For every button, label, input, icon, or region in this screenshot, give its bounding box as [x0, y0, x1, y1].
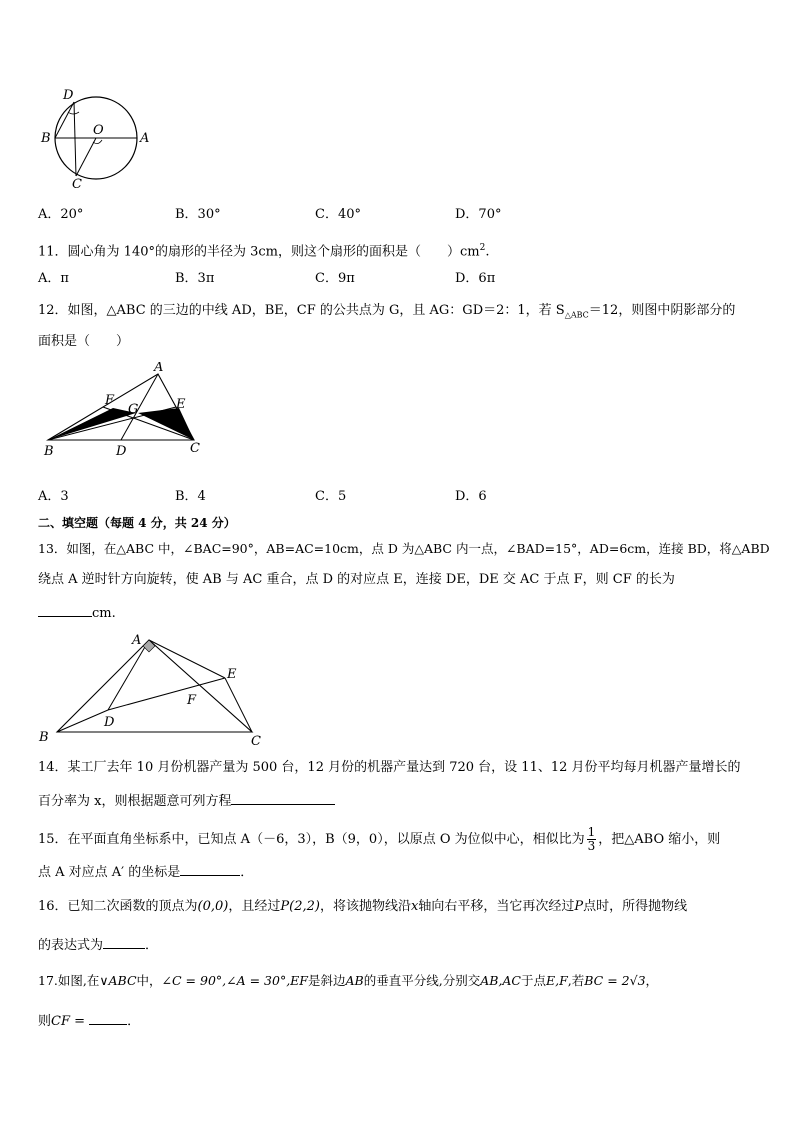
q12-label-c: C — [190, 441, 200, 456]
q12-label-d: D — [116, 444, 127, 459]
q12-option-c: C．5 — [315, 489, 347, 504]
q12-label-e: E — [176, 397, 186, 412]
q17-question-line1: 17.如图,在∨ABC中，∠C = 90°,∠A = 30°,EF是斜边AB的垂直平分线,分别交AB,AC于点E,F,若BC = 2√3， — [38, 973, 659, 988]
q12-question-line1: 12．如图，△ABC 的三边的中线 AD，BE，CF 的公共点为 G，且 AG：GD＝2：1，若 $S_{\triangle ABC}=12$，则图中阴影部分的 — [38, 303, 736, 320]
q12-question-line2: 面积是（ ） — [38, 334, 130, 349]
q12-label-g: G — [128, 402, 139, 417]
q14-question-line2: 百分率为 x，则根据题意可列方程 — [38, 790, 335, 811]
q15-question-line1: 15．在平面直角坐标系中，已知点 A（－6，3），B（9，0），以原点 O 为位似中心，相似比为 $\frac{1}{3}$ ，把△ABO 缩小，则 — [38, 825, 721, 853]
q10-label-o: O — [93, 123, 104, 138]
q15-question-line2: 点 A 对应点 A′ 的坐标是 ． — [38, 861, 253, 882]
q13-label-c: C — [251, 734, 261, 749]
q12-label-b: B — [44, 444, 54, 459]
q11-option-d: D．6π — [455, 271, 496, 286]
q13-question-line2: 绕点 A 逆时针方向旋转，使 AB 与 AC 重合，点 D 的对应点 E，连接 DE，DE 交 AC 于点 F，则 CF 的长为 — [38, 572, 675, 587]
q17-answer-blank[interactable] — [89, 1010, 127, 1025]
q16-question-line1: 16．已知二次函数的顶点为(0,0)，且经过P(2,2)，将该抛物线沿x轴向右平移，当它再次经过P点时，所得抛物线 — [38, 899, 688, 914]
q16-answer-blank[interactable] — [103, 934, 145, 949]
q12-triangle-figure — [38, 362, 213, 462]
q11-option-a: A．π — [38, 271, 69, 286]
q10-option-b: B．30° — [175, 207, 221, 222]
q12-label-f: F — [105, 393, 115, 408]
q13-label-a: A — [132, 633, 142, 648]
q13-label-e: E — [227, 667, 237, 682]
q13-label-d: D — [104, 715, 115, 730]
q12-option-a: A．3 — [38, 489, 69, 504]
q13-question-line3: cm. — [38, 602, 116, 623]
q10-option-d: D．70° — [455, 207, 502, 222]
q14-question-line1: 14．某工厂去年 10 月份机器产量为 500 台，12 月份的机器产量达到 720 台，设 11、12 月份平均每月机器产量增长的 — [38, 760, 741, 775]
q10-label-d: D — [63, 88, 74, 103]
q11-option-c: C．9π — [315, 271, 355, 286]
q11-question: 11．圆心角为 140°的扇形的半径为 3cm，则这个扇形的面积是（ ）$cm^2$. — [38, 243, 490, 260]
q13-label-b: B — [39, 730, 49, 745]
q12-option-d: D．6 — [455, 489, 487, 504]
q13-question-line1: 13．如图，在△ABC 中，∠BAC=90°，AB=AC=10cm，点 D 为△ABC 内一点，∠BAD=15°，AD=6cm，连接 BD，将△ABD — [38, 541, 770, 556]
q13-answer-blank[interactable] — [38, 602, 92, 617]
q13-triangle-figure — [36, 628, 276, 753]
q10-label-c: C — [72, 177, 82, 192]
q10-circle-figure — [38, 84, 158, 194]
q13-label-f: F — [187, 693, 197, 708]
q11-option-b: B．3π — [175, 271, 215, 286]
section-fill-in-title: 二、填空题（每题 4 分，共 24 分） — [38, 516, 236, 530]
q14-answer-blank[interactable] — [231, 790, 335, 805]
q10-label-b: B — [41, 131, 51, 146]
q15-ratio-fraction: $\frac{1}{3}$ — [587, 825, 596, 853]
q10-label-a: A — [140, 131, 150, 146]
q10-option-c: C．40° — [315, 207, 361, 222]
q12-option-b: B．4 — [175, 489, 206, 504]
q17-question-line2: 则CF = ． — [38, 1010, 140, 1031]
q15-answer-blank[interactable] — [180, 861, 240, 876]
q10-option-a: A．20° — [38, 207, 84, 222]
q12-label-a: A — [154, 362, 164, 375]
q16-question-line2: 的表达式为 ． — [38, 934, 158, 955]
